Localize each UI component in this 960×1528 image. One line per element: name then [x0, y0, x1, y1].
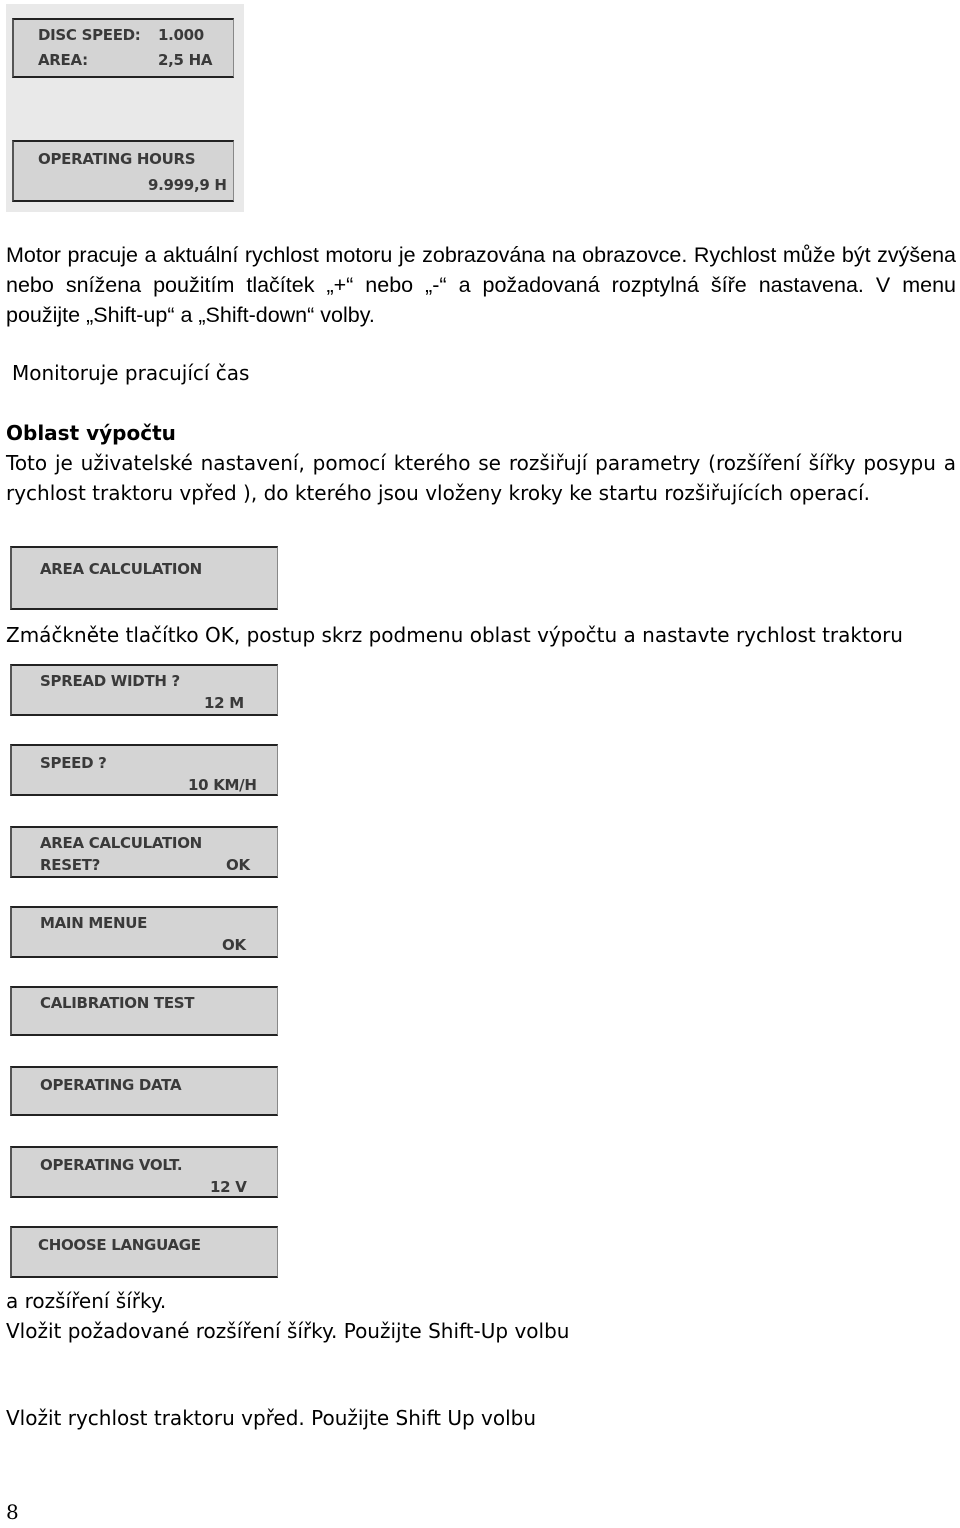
lcd-disc-speed-area: [12, 18, 234, 78]
lcd-label: OPERATING VOLT.: [40, 1156, 183, 1174]
lcd-calibration-test: [10, 986, 278, 1036]
lcd-label: SPREAD WIDTH ?: [40, 672, 180, 690]
lcd-label: OPERATING DATA: [40, 1076, 182, 1094]
lcd-label: CALIBRATION TEST: [40, 994, 195, 1012]
lcd-label: SPEED ?: [40, 754, 107, 772]
lcd-value: OK: [222, 936, 246, 954]
zmacknete-line: Zmáčkněte tlačítko OK, postup skrz podmenu oblast výpočtu a nastavte rychlost traktoru: [6, 623, 903, 647]
lcd-label: AREA:: [38, 51, 88, 69]
section-heading: Oblast výpočtu: [6, 421, 176, 445]
lcd-operating-volt: [10, 1146, 278, 1198]
lcd-value: 10 KM/H: [188, 776, 257, 794]
lcd-value: 12 M: [204, 694, 244, 712]
lcd-operating-data: [10, 1066, 278, 1116]
lcd-label: OPERATING HOURS: [38, 150, 196, 168]
lcd-label: CHOOSE LANGUAGE: [38, 1236, 201, 1254]
lcd-main-menue: [10, 906, 278, 958]
lcd-label: DISC SPEED:: [38, 26, 141, 44]
lcd-area-calc-reset: [10, 826, 278, 878]
vlozit-sirka-line: Vložit požadované rozšíření šířky. Použijte Shift-Up volbu: [6, 1319, 570, 1343]
lcd-spread-width: [10, 664, 278, 716]
monitor-line: Monitoruje pracující čas: [12, 361, 250, 385]
lcd-label: AREA CALCULATION: [40, 560, 202, 578]
lcd-label: AREA CALCULATION: [40, 834, 202, 852]
lcd-speed: [10, 744, 278, 796]
oblast-paragraph: Toto je uživatelské nastavení, pomocí kterého se rozšiřují parametry (rozšíření šířky posypu a rychlost traktoru vpřed ), do kterého jsou vloženy kroky ke startu rozšiřujících operací.: [6, 451, 956, 505]
lcd-value: 1.000: [158, 26, 204, 44]
lcd-value: OK: [226, 856, 250, 874]
page-number: 8: [6, 1500, 19, 1524]
motor-paragraph: Motor pracuje a aktuální rychlost motoru je zobrazována na obrazovce. Rychlost může být zvýšena nebo snížena použitím tlačítek „+“ nebo „-“ a požadovaná rozptylná šíře nastavena. V menu použijte „Shift-up“ a „Shift-down“ volby.: [6, 243, 956, 327]
lcd-label: MAIN MENUE: [40, 914, 148, 932]
lcd-value: 12 V: [210, 1178, 247, 1196]
lcd-choose-language: [10, 1226, 278, 1278]
lcd-label: RESET?: [40, 856, 100, 874]
rozsireni-line: a rozšíření šířky.: [6, 1289, 167, 1313]
vlozit-rychlost-line: Vložit rychlost traktoru vpřed. Použijte Shift Up volbu: [6, 1406, 537, 1430]
lcd-operating-hours: [12, 140, 234, 202]
lcd-value: 2,5 HA: [158, 51, 213, 69]
lcd-value: 9.999,9 H: [148, 176, 227, 194]
lcd-area-calculation: [10, 546, 278, 610]
